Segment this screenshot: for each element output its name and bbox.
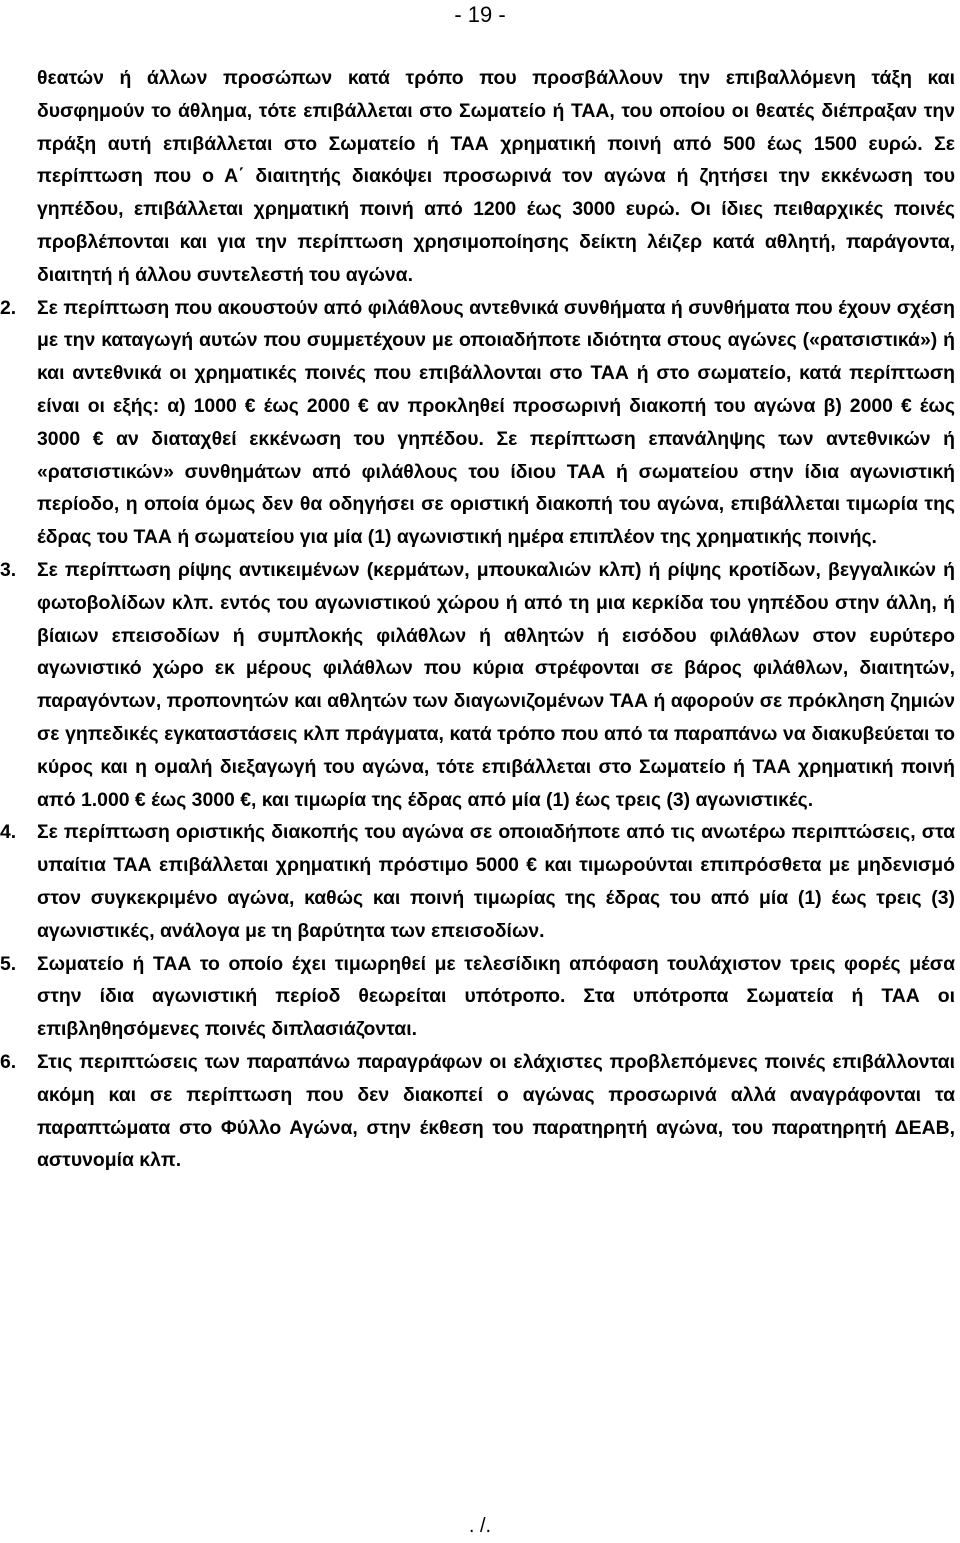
list-item xyxy=(0,554,955,816)
list-item-text: Σε περίπτωση που ακουστούν από φιλάθλους αντεθνικά συνθήματα ή συνθήματα που έχουν σχέση με την καταγωγή αυτών που συμμετέχουν με οποιαδήποτε ιδιότητα στους αγώνες («ρατσιστικά») ή και αντεθνικά οι χρηματικές ποινές που επιβάλλονται στο ΤΑΑ ή στο σωματείο, κατά περίπτωση είναι οι εξής: α) 1000 € έως 2000 € αν προκληθεί προσωρινή διακοπή του αγώνα β) 2000 € έως 3000 € αν διαταχθεί εκκένωση του γηπέδου. Σε περίπτωση επανάληψης των αντεθνικών ή «ρατσιστικών» συνθημάτων από φιλάθλους του ίδιου ΤΑΑ ή σωματείου στην ίδια αγωνιστική περίοδο, η οποία όμως δεν θα οδηγήσει σε οριστική διακοπή του αγώνα, επιβάλλεται τιμωρία της έδρας του ΤΑΑ ή σωματείου για μία (1) αγωνιστική ημέρα επιπλέον της χρηματικής ποινής. xyxy=(37,296,955,549)
list-item-text: Στις περιπτώσεις των παραπάνω παραγράφων οι ελάχιστες προβλεπόμενες ποινές επιβάλλονται ακόμη και σε περίπτωση που δεν διακοπεί ο αγώνας προσωρινά αλλά αναγράφονται τα παραπτώματα στο Φύλλο Αγώνα, στην έκθεση του παρατηρητή αγώνα, του παρατηρητή ΔΕΑΒ, αστυνομία κλπ. xyxy=(37,1050,955,1172)
list-item xyxy=(0,816,955,947)
list-item-text: Σε περίπτωση οριστικής διακοπής του αγώνα σε οποιαδήποτε από τις ανωτέρω περιπτώσεις, στα υπαίτια ΤΑΑ επιβάλλεται χρηματική πρόστιμο 5000 € και τιμωρούνται επιπρόσθετα με μηδενισμό στον συγκεκριμένο αγώνα, καθώς και ποινή τιμωρίας της έδρας του από μία (1) έως τρεις (3) αγωνιστικές, ανάλογα με τη βαρύτητα των επεισοδίων. xyxy=(37,821,955,942)
list-item xyxy=(0,292,955,554)
list-item xyxy=(0,1046,955,1177)
document-body xyxy=(0,62,955,1177)
continuation-mark: . /. xyxy=(468,1515,492,1537)
page-number: - 19 - xyxy=(454,2,506,27)
list-item-number: 5. xyxy=(0,952,17,975)
list-item-number: 2. xyxy=(0,296,17,319)
continuation-paragraph: θεατών ή άλλων προσώπων κατά τρόπο που προσβάλλουν την επιβαλλόμενη τάξη και δυσφημούν το άθλημα, τότε επιβάλλεται στο Σωματείο ή ΤΑΑ, του οποίου οι θεατές διέπραξαν την πράξη αυτή επιβάλλεται στο Σωματείο ή ΤΑΑ χρηματική ποινή από 500 έως 1500 ευρώ. Σε περίπτωση που ο Α΄ διαιτητής διακόψει προσωρινά τον αγώνα ή ζητήσει την εκκένωση του γηπέδου, επιβάλλεται χρηματική ποινή από 1200 έως 3000 ευρώ. Οι ίδιες πειθαρχικές ποινές προβλέπονται και για την περίπτωση χρησιμοποίησης δείκτη λέιζερ κατά αθλητή, παράγοντα, διαιτητή ή άλλου συντελεστή του αγώνα. xyxy=(37,67,955,286)
list-item-number: 3. xyxy=(0,558,17,581)
list-item-number: 4. xyxy=(0,821,17,844)
list-item-number: 6. xyxy=(0,1050,17,1073)
list-item xyxy=(0,948,955,1046)
list-item-text: Σωματείο ή ΤΑΑ το οποίο έχει τιμωρηθεί με τελεσίδικη απόφαση τουλάχιστον τρεις φορές μέσα στην ίδια αγωνιστική περίοδ θεωρείται υπότροπο. Στα υπότροπα Σωματεία ή ΤΑΑ οι επιβληθησόμενες ποινές διπλασιάζονται. xyxy=(37,952,955,1041)
list-item-text: Σε περίπτωση ρίψης αντικειμένων (κερμάτων, μπουκαλιών κλπ) ή ρίψης κροτίδων, βεγγαλικών ή φωτοβολίδων κλπ. εντός του αγωνιστικού χώρου ή από τη μια κερκίδα του γηπέδου στην άλλη, ή βίαιων επεισοδίων ή συμπλοκής φιλάθλων ή αθλητών ή εισόδου φιλάθλων στον ευρύτερο αγωνιστικό χώρο εκ μέρους φιλάθλων που κύρια στρέφονται σε βάρος φιλάθλων, διαιτητών, παραγόντων, προπονητών και αθλητών των διαγωνιζομένων ΤΑΑ ή αφορούν σε πρόκληση ζημιών σε γηπεδικές εγκαταστάσεις κλπ πράγματα, κατά τρόπο που από τα παραπάνω να διακυβεύεται το κύρος και η ομαλή διεξαγωγή του αγώνα, τότε επιβάλλεται στο Σωματείο ή ΤΑΑ χρηματική ποινή από 1.000 € έως 3000 €, και τιμωρία της έδρας από μία (1) έως τρεις (3) αγωνιστικές. xyxy=(37,558,955,811)
